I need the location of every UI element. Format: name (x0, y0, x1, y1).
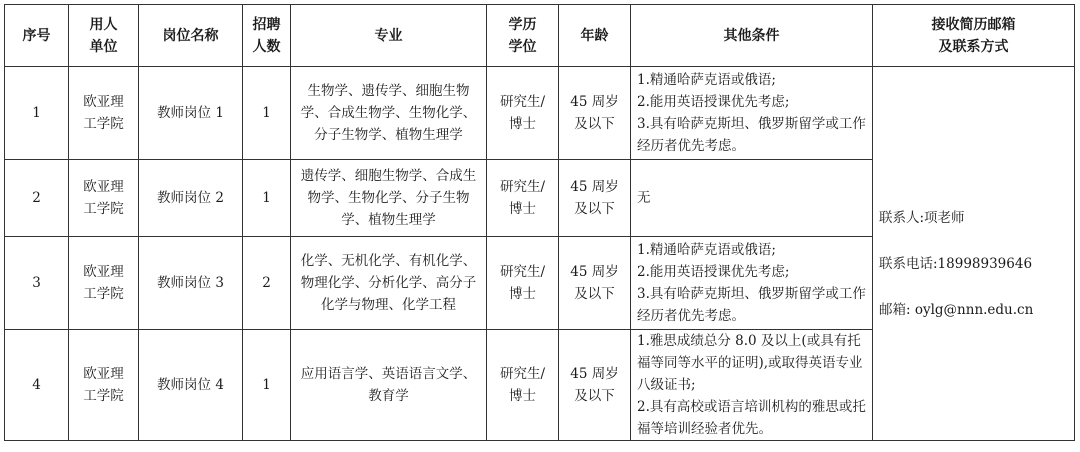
cell-conditions (631, 160, 873, 237)
recruitment-table-wrapper (4, 4, 1075, 441)
cell-conditions (631, 237, 873, 330)
cell-major: 化学、无机化学、有机化学、物理化学、分析化学、高分子化学与物理、化学工程 (291, 237, 487, 330)
header-position: 岗位名称 (139, 5, 243, 67)
contact-phone: 联系电话:18998939646 (879, 255, 1033, 272)
recruitment-table (4, 4, 1075, 441)
cell-unit: 欧亚理 工学院 (69, 330, 139, 441)
header-other: 其他条件 (631, 5, 873, 67)
contact-person: 联系人:项老师 (879, 209, 965, 226)
cell-contact (873, 67, 1075, 441)
cell-age: 45 周岁 及以下 (559, 330, 631, 441)
cell-no: 3 (5, 237, 69, 330)
condition-line: 3.具有哈萨克斯坦、俄罗斯留学或工作经历者优先考虑。 (637, 116, 866, 154)
cell-conditions (631, 330, 873, 441)
cell-position: 教师岗位 1 (139, 67, 243, 160)
cell-count: 1 (243, 67, 291, 160)
cell-no: 1 (5, 67, 69, 160)
cell-count: 2 (243, 237, 291, 330)
cell-position: 教师岗位 3 (139, 237, 243, 330)
cell-count: 1 (243, 160, 291, 237)
cell-age: 45 周岁 及以下 (559, 237, 631, 330)
cell-age: 45 周岁 及以下 (559, 67, 631, 160)
cell-conditions (631, 67, 873, 160)
condition-line: 1.精通哈萨克语或俄语; (637, 242, 776, 258)
condition-line: 1.精通哈萨克语或俄语; (637, 72, 776, 88)
cell-degree: 研究生/ 博士 (487, 330, 559, 441)
cell-unit: 欧亚理 工学院 (69, 237, 139, 330)
cell-no: 2 (5, 160, 69, 237)
header-degree: 学历 学位 (487, 5, 559, 67)
condition-line: 2.具有高校或语言培训机构的雅思或托福等培训经验者优先。 (637, 399, 866, 437)
cell-major: 应用语言学、英语语言文学、教育学 (291, 330, 487, 441)
cell-major: 生物学、遗传学、细胞生物学、合成生物学、生物化学、分子生物学、植物生理学 (291, 67, 487, 160)
header-row (5, 5, 1075, 67)
header-unit: 用人 单位 (69, 5, 139, 67)
header-age: 年龄 (559, 5, 631, 67)
cell-unit: 欧亚理 工学院 (69, 67, 139, 160)
table-row (5, 67, 1075, 160)
cell-age: 45 周岁 及以下 (559, 160, 631, 237)
header-contact: 接收简历邮箱 及联系方式 (873, 5, 1075, 67)
cell-major: 遗传学、细胞生物学、合成生物学、生物化学、分子生物学、植物生理学 (291, 160, 487, 237)
condition-line: 2.能用英语授课优先考虑; (637, 94, 790, 110)
condition-line: 1.雅思成绩总分 8.0 及以上(或具有托福等同等水平的证明),或取得英语专业八级证书; (637, 333, 863, 393)
contact-email[interactable]: 邮箱: oylg@nnn.edu.cn (879, 301, 1034, 318)
condition-line: 无 (637, 190, 651, 206)
cell-degree: 研究生/ 博士 (487, 237, 559, 330)
cell-count: 1 (243, 330, 291, 441)
header-no: 序号 (5, 5, 69, 67)
cell-unit: 欧亚理 工学院 (69, 160, 139, 237)
cell-degree: 研究生/ 博士 (487, 160, 559, 237)
condition-line: 2.能用英语授课优先考虑; (637, 264, 790, 280)
header-count: 招聘 人数 (243, 5, 291, 67)
cell-degree: 研究生/ 博士 (487, 67, 559, 160)
cell-position: 教师岗位 2 (139, 160, 243, 237)
cell-no: 4 (5, 330, 69, 441)
condition-line: 3.具有哈萨克斯坦、俄罗斯留学或工作经历者优先考虑。 (637, 286, 866, 324)
header-major: 专业 (291, 5, 487, 67)
cell-position: 教师岗位 4 (139, 330, 243, 441)
